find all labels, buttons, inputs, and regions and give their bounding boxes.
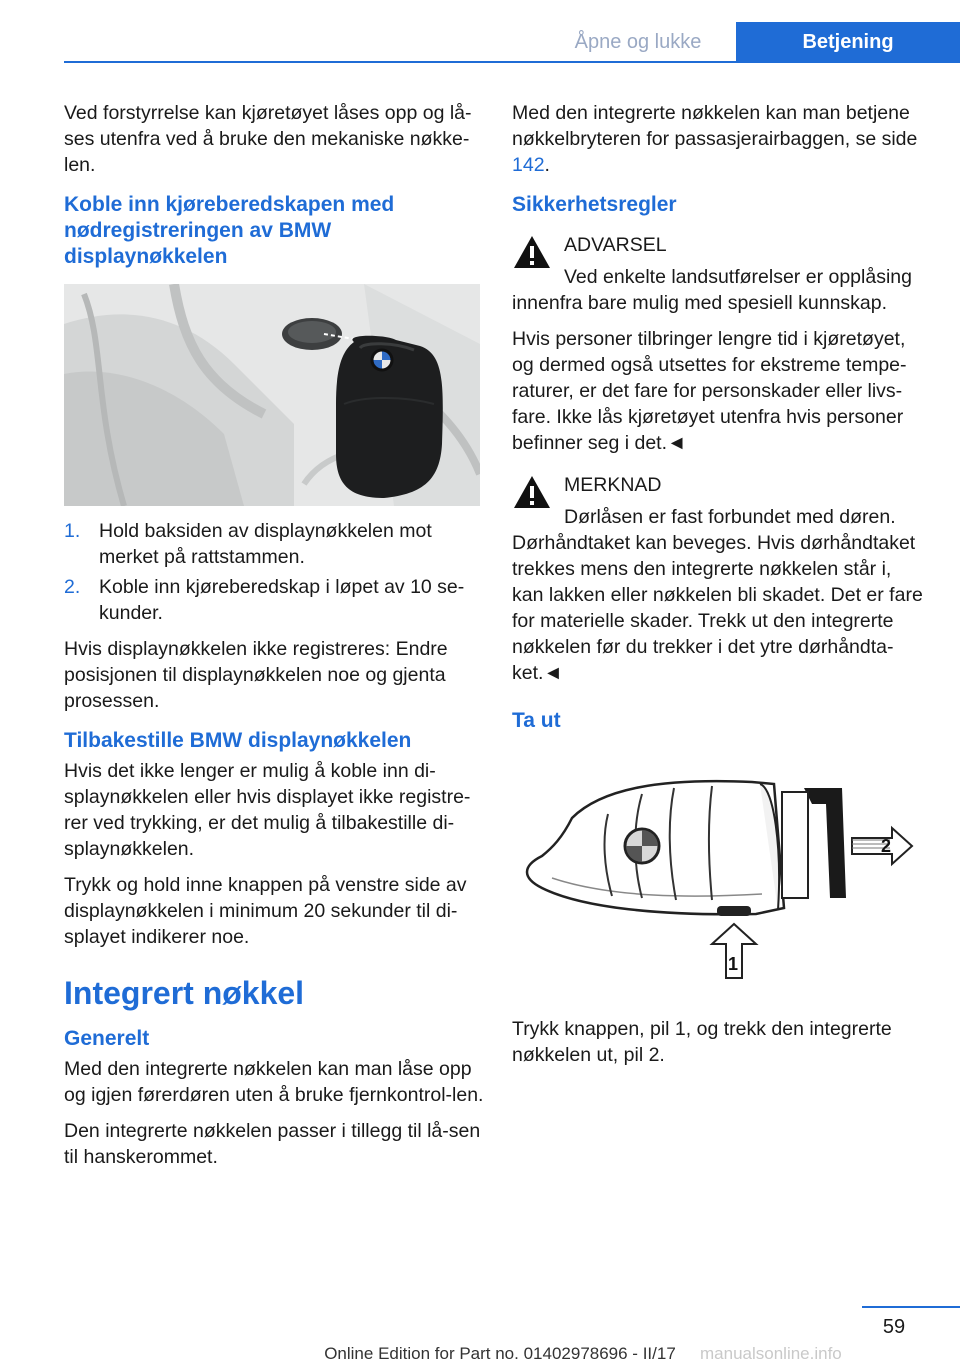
list-item <box>64 518 484 570</box>
reset-paragraph-1: Hvis det ikke lenger er mulig å koble inn di-splaynøkkelen eller hvis displayet ikke registre-rer ved trykking, er det mulig å tilbakestille di-splaynøkkelen. <box>64 760 471 860</box>
heading-safety: Sikkerhetsregler <box>512 193 677 216</box>
airbag-paragraph <box>512 100 928 178</box>
reset-paragraph-2: Trykk og hold inne knappen på venstre side av displaynøkkelen i minimum 20 sekunder til di-splayet indikerer noe. <box>64 874 467 948</box>
page-footer <box>0 1306 960 1362</box>
arrow-label-1: 1 <box>728 954 739 974</box>
step-text: Koble inn kjøreberedskap i løpet av 10 se-kunder. <box>99 576 465 624</box>
section-tab[interactable]: Åpne og lukke <box>574 31 702 53</box>
heading-general: Generelt <box>64 1027 150 1050</box>
airbag-text-end: . <box>544 154 550 176</box>
list-item <box>64 574 484 626</box>
page-number: 59 <box>882 1316 906 1338</box>
notice-text-cont: Dørhåndtaket kan beveges. Hvis dørhåndtaket trekkes mens den integrerte nøkkelen står i, kan lakken eller nøkkelen bli skadet. Det er fare for materielle skader. Trekk ut den integrerte nøkkelen før du trekker i det ytre dørhåndta-ket.◄ <box>512 532 923 684</box>
after-steps-paragraph: Hvis displaynøkkelen ikke registreres: Endre posisjonen til displaynøkkelen noe og gjenta prosessen. <box>64 638 448 712</box>
warning-text-cont: innenfra bare mulig med spesiell kunnskap. <box>512 292 888 314</box>
step-number: 2. <box>64 576 81 598</box>
arrow-label-2: 2 <box>881 836 892 856</box>
page-header <box>0 0 960 62</box>
airbag-text: Med den integrerte nøkkelen kan man betjene nøkkelbryteren for passasjerairbaggen, se side <box>512 102 918 150</box>
integrated-key-illustration <box>512 748 928 998</box>
header-rule <box>64 61 960 63</box>
heading-integrated-key: Integrert nøkkel <box>64 975 305 1011</box>
watermark: manualsonline.info <box>700 1344 842 1363</box>
general-paragraph-1: Med den integrerte nøkkelen kan man låse opp og igjen førerdøren uten å bruke fjernkontrol-len. <box>64 1058 484 1106</box>
warning-triangle-icon <box>512 234 552 270</box>
heading-reset: Tilbakestille BMW displaynøkkelen <box>64 729 412 752</box>
warning-text: Ved enkelte landsutførelser er opplåsing <box>564 266 912 288</box>
notice-title: MERKNAD <box>564 474 662 496</box>
step-number: 1. <box>64 520 81 542</box>
warning-paragraph-2: Hvis personer tilbringer lengre tid i kjøretøyet, og dermed også utsettes for ekstreme tempe-raturer, er det fare for personskader eller livs-fare. Ikke lås kjøretøyet utenfra hvis personer befinner seg i det.◄ <box>512 328 907 454</box>
heading-couple-key: Koble inn kjøreberedskapen med nødregistreringen av BMW displaynøkkelen <box>64 193 395 268</box>
chapter-tab[interactable]: Betjening <box>736 22 960 62</box>
general-paragraph-2: Den integrerte nøkkelen passer i tillegg til lå-sen til hanskerommet. <box>64 1120 481 1168</box>
warning-title: ADVARSEL <box>564 234 667 256</box>
notice-text: Dørlåsen er fast forbundet med døren. <box>564 506 896 528</box>
step-text: Hold baksiden av displaynøkkelen mot merket på rattstammen. <box>99 520 432 568</box>
left-column <box>64 100 484 1180</box>
notice-block <box>512 472 928 686</box>
heading-remove: Ta ut <box>512 709 561 732</box>
warning-block <box>512 232 928 316</box>
right-column <box>512 100 928 1078</box>
edition-text: Online Edition for Part no. 01402978696 - II/17 <box>324 1344 676 1363</box>
figure-caption: Trykk knappen, pil 1, og trekk den integrerte nøkkelen ut, pil 2. <box>512 1018 892 1066</box>
display-key-illustration <box>64 284 480 506</box>
footer-rule <box>862 1306 960 1308</box>
page-link[interactable]: 142 <box>512 154 545 176</box>
warning-triangle-icon <box>512 474 552 510</box>
intro-paragraph: Ved forstyrrelse kan kjøretøyet låses opp og lå-ses utenfra ved å bruke den mekaniske nøkke-len. <box>64 102 472 176</box>
steps-list <box>64 518 484 626</box>
